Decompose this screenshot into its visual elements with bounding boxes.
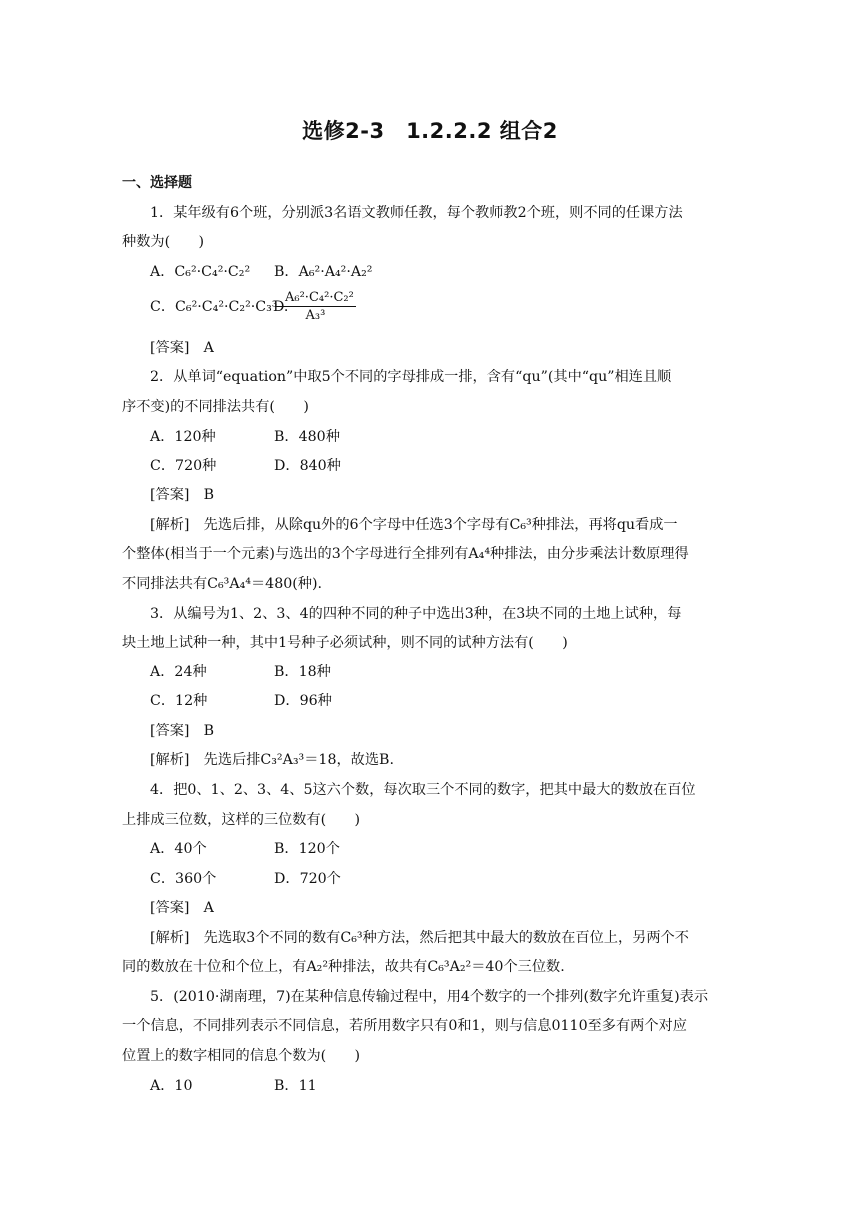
- q5-stem-line3: 位置上的数字相同的信息个数为( ): [122, 1048, 361, 1064]
- q3-answer: [答案] B: [150, 723, 215, 739]
- q2-option-b: B．480种: [274, 429, 340, 445]
- q2-analysis-line1: [解析] 先选后排，从除qu外的6个字母中任选3个字母有C₆³种排法，再将qu看成一: [150, 517, 678, 533]
- q2-option-c: C．720种: [150, 458, 217, 474]
- q3-stem-line1: 3．从编号为1、2、3、4的四种不同的种子中选出3种，在3块不同的土地上试种，每: [150, 606, 682, 622]
- q4-stem-line2: 上排成三位数，这样的三位数有( ): [122, 812, 361, 828]
- q1-option-a: A．C₆²·C₄²·C₂²: [150, 264, 251, 280]
- q4-analysis-line1: [解析] 先选取3个不同的数有C₆³种方法，然后把其中最大的数放在百位上，另两个不: [150, 930, 689, 946]
- q3-option-a: A．24种: [150, 664, 207, 680]
- q2-analysis-line3: 不同排法共有C₆³A₄⁴＝480(种).: [122, 576, 323, 592]
- q1-option-d-denominator: A₃³: [305, 308, 326, 323]
- q1-stem-line1: 1．某年级有6个班，分别派3名语文教师任教，每个教师教2个班，则不同的任课方法: [150, 205, 683, 221]
- q3-option-d: D．96种: [274, 693, 332, 709]
- q1-stem-line2: 种数为( ): [122, 234, 205, 250]
- q1-option-c: C．C₆²·C₄²·C₂²·C₃³: [150, 299, 278, 315]
- q3-analysis: [解析] 先选后排C₃²A₃³＝18，故选B.: [150, 752, 394, 768]
- q3-stem-line2: 块土地上试种一种，其中1号种子必须试种，则不同的试种方法有( ): [122, 635, 568, 651]
- q4-stem-line1: 4．把0、1、2、3、4、5这六个数，每次取三个不同的数字，把其中最大的数放在百位: [150, 782, 696, 798]
- q1-option-b: B．A₆²·A₄²·A₂²: [274, 264, 373, 280]
- q1-answer: [答案] A: [150, 340, 214, 356]
- q4-option-a: A．40个: [150, 841, 207, 857]
- q2-answer: [答案] B: [150, 487, 215, 503]
- page-title: 选修2-3 1.2.2.2 组合2: [302, 119, 558, 143]
- q1-option-d-numerator: A₆²·C₄²·C₂²: [275, 290, 356, 307]
- q5-stem-line2: 一个信息，不同排列表示不同信息，若所用数字只有0和1，则与信息0110至多有两个对应: [122, 1018, 687, 1034]
- q1-option-d-prefix: D.: [273, 299, 289, 315]
- q1-option-d-fraction: [275, 290, 356, 323]
- q2-analysis-line2: 个整体(相当于一个元素)与选出的3个字母进行全排列有A₄⁴种排法，由分步乘法计数原理得: [122, 546, 689, 562]
- q2-stem-line2: 序不变)的不同排法共有( ): [122, 399, 309, 415]
- q4-analysis-line2: 同的数放在十位和个位上，有A₂²种排法，故共有C₆³A₂²＝40个三位数.: [122, 959, 565, 975]
- section-heading: 一、选择题: [122, 175, 192, 191]
- q3-option-c: C．12种: [150, 693, 208, 709]
- q2-option-d: D．840种: [274, 458, 341, 474]
- q4-option-c: C．360个: [150, 871, 217, 887]
- q2-option-a: A．120种: [150, 429, 216, 445]
- q3-option-b: B．18种: [274, 664, 331, 680]
- q2-stem-line1: 2．从单词“equation”中取5个不同的字母排成一排，含有“qu”(其中“qu”相连且顺: [150, 369, 672, 385]
- q5-stem-line1: 5．(2010·湖南理，7)在某种信息传输过程中，用4个数字的一个排列(数字允许重复)表示: [150, 989, 709, 1005]
- q5-option-a: A．10: [150, 1078, 193, 1094]
- q4-answer: [答案] A: [150, 900, 214, 916]
- q4-option-d: D．720个: [274, 871, 341, 887]
- q4-option-b: B．120个: [274, 841, 340, 857]
- q5-option-b: B．11: [274, 1078, 317, 1094]
